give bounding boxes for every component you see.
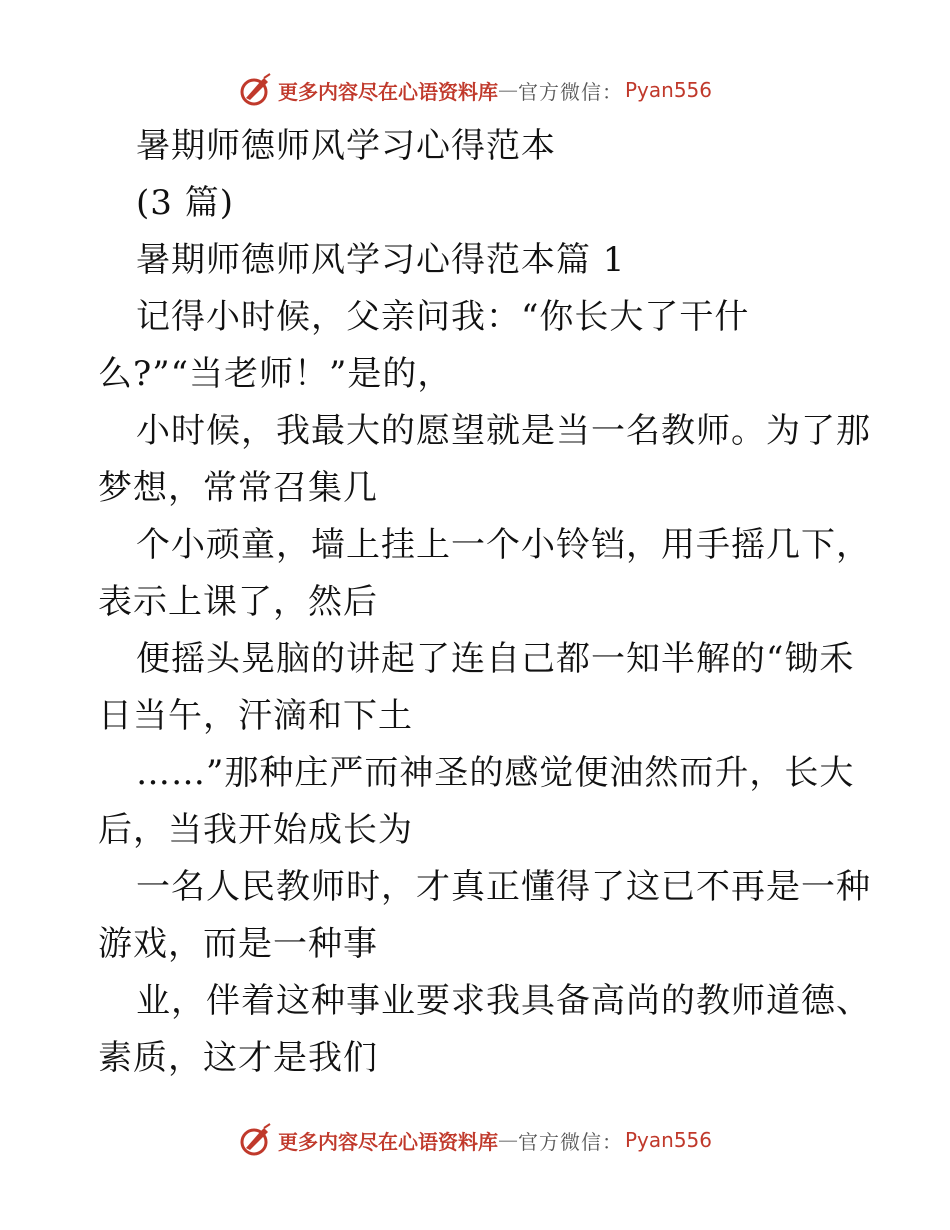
text-line: 小时候，我最大的愿望就是当一名教师。为了那 [136,411,871,451]
text-line: 便摇头晃脑的讲起了连自己都一知半解的“锄禾 [136,639,855,679]
text-line: (3 篇) [136,183,234,223]
text-line: 后，当我开始成长为 [98,810,413,850]
banner-wechat-label: 官方微信： [517,79,623,104]
text-line: ……”那种庄严而神圣的感觉便油然而升，长大 [136,753,855,793]
pen-logo-icon [238,72,274,108]
banner-wechat-handle: Pyan556 [624,78,712,102]
pen-logo-icon [238,1122,274,1158]
banner-wechat-handle: Pyan556 [624,1128,712,1152]
text-line: 梦想，常常召集几 [98,468,378,508]
text-line: 表示上课了，然后 [98,582,378,622]
banner-brand-text: 更多内容尽在心语资料库 [277,1129,498,1154]
text-line: 一名人民教师时，才真正懂得了这已不再是一种 [136,867,871,907]
text-line: 业，伴着这种事业要求我具备高尚的教师道德、 [136,981,871,1021]
text-line: 日当午，汗滴和下土 [98,696,413,736]
text-line: 个小顽童，墙上挂上一个小铃铛，用手摇几下， [136,525,871,565]
banner-dash: — [497,1128,518,1152]
text-line: 记得小时候，父亲问我：“你长大了干什 [136,297,750,337]
document-title: 暑期师德师风学习心得范本 [136,126,556,166]
footer-watermark-banner [0,1120,950,1160]
header-watermark-banner [0,70,950,110]
text-line: 暑期师德师风学习心得范本篇 1 [136,240,626,280]
banner-dash: — [497,78,518,102]
text-line: 素质，这才是我们 [98,1038,378,1078]
document-body [98,118,871,1087]
banner-wechat-label: 官方微信： [517,1129,623,1154]
text-line: 么?”“当老师！”是的， [98,354,453,394]
banner-brand-text: 更多内容尽在心语资料库 [277,79,498,104]
text-line: 游戏，而是一种事 [98,924,378,964]
